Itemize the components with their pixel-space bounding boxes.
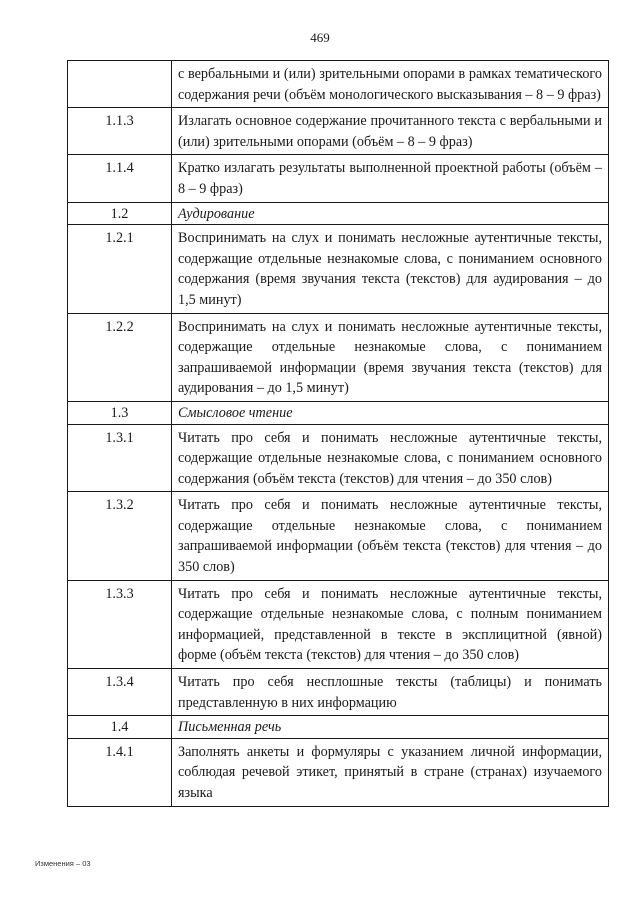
- row-code: 1.4.1: [68, 738, 172, 806]
- row-text: Заполнять анкеты и формуляры с указанием личной информации, соблюдая речевой этикет, принятый в стране (странах) изучаемого языка: [172, 738, 609, 806]
- row-text: Воспринимать на слух и понимать несложные аутентичные тексты, содержащие отдельные незнакомые слова, с пониманием основного содержания (время звучания текста (текстов) для аудирования – до 1,5 минут): [172, 225, 609, 313]
- table-row: [68, 580, 609, 668]
- row-code: 1.4: [68, 716, 172, 739]
- row-text: Кратко излагать результаты выполненной проектной работы (объём – 8 – 9 фраз): [172, 155, 609, 202]
- table-row: [68, 492, 609, 580]
- section-heading: Аудирование: [172, 202, 609, 225]
- section-heading: Письменная речь: [172, 716, 609, 739]
- table-row: [68, 155, 609, 202]
- table-row: [68, 108, 609, 155]
- row-code: 1.3.2: [68, 492, 172, 580]
- row-code: 1.1.3: [68, 108, 172, 155]
- row-code: 1.2.2: [68, 313, 172, 401]
- table-section-row: [68, 401, 609, 424]
- table-body: [68, 61, 609, 807]
- row-code: 1.1.4: [68, 155, 172, 202]
- footer-revision-note: Изменения – 03: [35, 859, 91, 868]
- table-row: [68, 424, 609, 492]
- row-text: Читать про себя несплошные тексты (таблицы) и понимать представленную в них информацию: [172, 669, 609, 716]
- table-row: [68, 313, 609, 401]
- row-text: Читать про себя и понимать несложные аутентичные тексты, содержащие отдельные незнакомые слова, с пониманием основного содержания (объём текста (текстов) для чтения – до 350 слов): [172, 424, 609, 492]
- section-heading: Смысловое чтение: [172, 401, 609, 424]
- table-section-row: [68, 716, 609, 739]
- table-row: [68, 738, 609, 806]
- row-text: Воспринимать на слух и понимать несложные аутентичные тексты, содержащие отдельные незнакомые слова, с пониманием запрашиваемой информации (время звучания текста (текстов) для аудирования – до 1,5 минут): [172, 313, 609, 401]
- table-row: [68, 225, 609, 313]
- row-code: 1.2: [68, 202, 172, 225]
- row-code: 1.3.1: [68, 424, 172, 492]
- page-number: 469: [310, 30, 330, 45]
- row-code: 1.3.3: [68, 580, 172, 668]
- row-text: Читать про себя и понимать несложные аутентичные тексты, содержащие отдельные незнакомые слова, с пониманием запрашиваемой информации (объём текста (текстов) для чтения – до 350 слов): [172, 492, 609, 580]
- row-code: 1.3: [68, 401, 172, 424]
- table-row: [68, 669, 609, 716]
- row-code: 1.3.4: [68, 669, 172, 716]
- row-text: Читать про себя и понимать несложные аутентичные тексты, содержащие отдельные незнакомые слова, с полным пониманием информацией, представленной в тексте в эксплицитной (явной) форме (объём текста (текстов) для чтения – до 350 слов): [172, 580, 609, 668]
- requirements-table: [67, 60, 609, 807]
- table-row: [68, 61, 609, 108]
- row-code: 1.2.1: [68, 225, 172, 313]
- row-text: с вербальными и (или) зрительными опорами в рамках тематического содержания речи (объём монологического высказывания – 8 – 9 фраз): [172, 61, 609, 108]
- table-section-row: [68, 202, 609, 225]
- row-code: [68, 61, 172, 108]
- row-text: Излагать основное содержание прочитанного текста с вербальными и (или) зрительными опорами (объём – 8 – 9 фраз): [172, 108, 609, 155]
